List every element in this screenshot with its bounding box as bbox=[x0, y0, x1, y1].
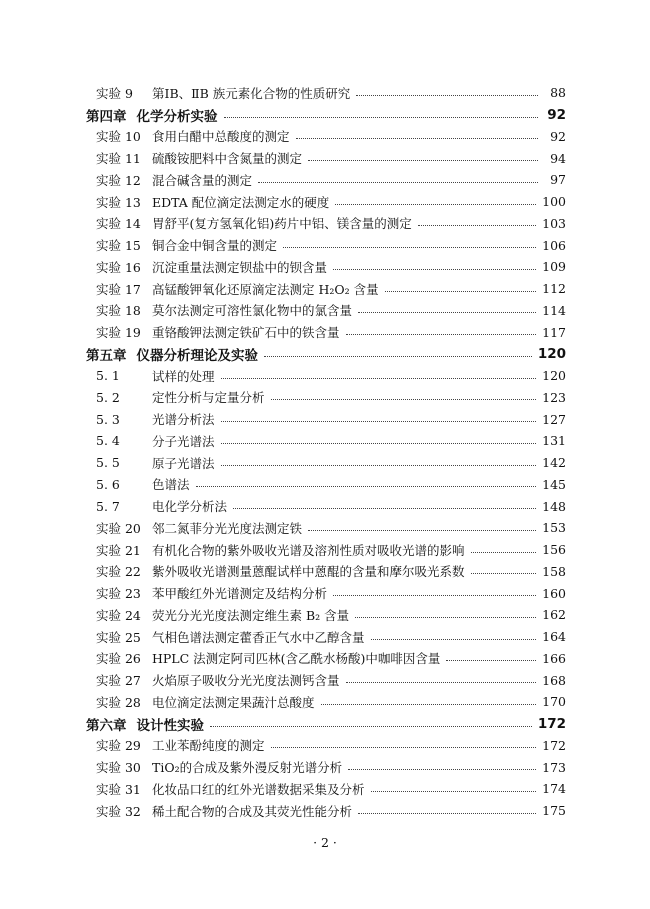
toc-entry-page: 153 bbox=[542, 520, 566, 536]
toc-entry-row[interactable] bbox=[86, 604, 566, 626]
dot-leader bbox=[335, 203, 536, 205]
toc-entry-page: 92 bbox=[547, 106, 566, 123]
toc-entry-label: 实验 19 bbox=[96, 325, 141, 341]
toc-entry-row[interactable] bbox=[86, 735, 566, 757]
toc-entry-page: 127 bbox=[542, 411, 566, 427]
toc-entry-page: 97 bbox=[550, 172, 566, 188]
toc-entry-row[interactable] bbox=[86, 147, 566, 169]
toc-entry-title: 电化学分析法 bbox=[152, 499, 228, 515]
dot-leader bbox=[358, 812, 536, 814]
toc-entry-label: 5. 4 bbox=[96, 433, 120, 449]
toc-entry-label: 5. 5 bbox=[96, 455, 120, 471]
toc-entry-row[interactable] bbox=[86, 778, 566, 800]
toc-entry-row[interactable] bbox=[86, 408, 566, 430]
toc-entry-row[interactable] bbox=[86, 800, 566, 822]
dot-leader bbox=[308, 159, 538, 161]
dot-leader bbox=[296, 137, 538, 139]
dot-leader bbox=[271, 398, 537, 400]
toc-entry-row[interactable] bbox=[86, 691, 566, 713]
dot-leader bbox=[471, 551, 537, 553]
toc-entry-page: 172 bbox=[542, 737, 566, 753]
toc-entry-title: 色谱法 bbox=[152, 477, 190, 493]
dot-leader bbox=[333, 268, 536, 270]
toc-entry-row[interactable] bbox=[86, 365, 566, 387]
dot-leader bbox=[221, 420, 537, 422]
toc-entry-title: 高锰酸钾氧化还原滴定法测定 H₂O₂ 含量 bbox=[152, 281, 379, 297]
toc-entry-row[interactable] bbox=[86, 300, 566, 322]
toc-entry-page: 94 bbox=[550, 150, 566, 166]
toc-entry-title: 气相色谱法测定藿香正气水中乙醇含量 bbox=[152, 629, 365, 645]
toc-entry-title: 铜合金中铜含量的测定 bbox=[152, 238, 278, 254]
toc-entry-title: 邻二氮菲分光光度法测定铁 bbox=[152, 520, 303, 536]
toc-entry-page: 162 bbox=[542, 607, 566, 623]
table-of-contents bbox=[86, 82, 566, 822]
toc-entry-label: 实验 16 bbox=[96, 259, 141, 275]
dot-leader bbox=[356, 94, 538, 96]
dot-leader bbox=[371, 638, 537, 640]
toc-entry-title: 食用白醋中总酸度的测定 bbox=[152, 129, 290, 145]
toc-entry-title: 重铬酸钾法测定铁矿石中的铁含量 bbox=[152, 325, 340, 341]
toc-entry-label: 实验 30 bbox=[96, 760, 141, 776]
toc-entry-label: 实验 13 bbox=[96, 194, 141, 210]
toc-entry-page: 120 bbox=[542, 368, 566, 384]
toc-entry-title: 设计性实验 bbox=[136, 717, 204, 734]
toc-entry-label: 实验 22 bbox=[96, 564, 141, 580]
toc-entry-page: 156 bbox=[542, 542, 566, 558]
page-number: · 2 · bbox=[313, 835, 337, 850]
toc-entry-title: 仪器分析理论及实验 bbox=[136, 347, 258, 364]
toc-entry-label: 实验 26 bbox=[96, 651, 141, 667]
toc-entry-title: 硫酸铵肥料中含氮量的测定 bbox=[152, 151, 303, 167]
toc-entry-title: 有机化合物的紫外吸收光谱及溶剂性质对吸收光谱的影响 bbox=[152, 542, 465, 558]
toc-entry-row[interactable] bbox=[86, 191, 566, 213]
dot-leader bbox=[233, 507, 536, 509]
toc-entry-row[interactable] bbox=[86, 256, 566, 278]
toc-entry-title: 试样的处理 bbox=[152, 368, 215, 384]
toc-entry-title: 苯甲酸红外光谱测定及结构分析 bbox=[152, 586, 328, 602]
toc-entry-row[interactable] bbox=[86, 126, 566, 148]
dot-leader bbox=[348, 768, 536, 770]
toc-entry-row[interactable] bbox=[86, 474, 566, 496]
toc-chapter-row[interactable] bbox=[86, 104, 566, 126]
toc-entry-row[interactable] bbox=[86, 430, 566, 452]
toc-entry-title: 胃舒平(复方氢氧化铝)药片中铝、镁含量的测定 bbox=[152, 216, 412, 232]
toc-entry-label: 实验 18 bbox=[96, 303, 141, 319]
toc-entry-label: 实验 32 bbox=[96, 803, 141, 819]
toc-entry-title: 化妆品口红的红外光谱数据采集及分析 bbox=[152, 781, 365, 797]
toc-entry-page: 160 bbox=[542, 585, 566, 601]
toc-entry-label: 5. 7 bbox=[96, 498, 120, 514]
toc-entry-row[interactable] bbox=[86, 278, 566, 300]
dot-leader bbox=[333, 594, 536, 596]
toc-entry-page: 112 bbox=[542, 281, 566, 297]
toc-entry-page: 175 bbox=[542, 803, 566, 819]
dot-leader bbox=[385, 290, 537, 292]
dot-leader bbox=[221, 377, 537, 379]
toc-entry-label: 第六章 bbox=[86, 717, 127, 734]
toc-entry-title: 紫外吸收光谱测量蒽醌试样中蒽醌的含量和摩尔吸光系数 bbox=[152, 564, 465, 580]
dot-leader bbox=[264, 355, 532, 357]
toc-entry-label: 实验 14 bbox=[96, 216, 141, 232]
toc-entry-title: EDTA 配位滴定法测定水的硬度 bbox=[152, 194, 330, 210]
toc-entry-row[interactable] bbox=[86, 452, 566, 474]
dot-leader bbox=[446, 659, 536, 661]
dot-leader bbox=[471, 572, 537, 574]
toc-entry-row[interactable] bbox=[86, 756, 566, 778]
toc-entry-title: 莫尔法测定可溶性氯化物中的氯含量 bbox=[152, 303, 353, 319]
toc-entry-page: 158 bbox=[542, 563, 566, 579]
toc-entry-label: 实验 17 bbox=[96, 281, 141, 297]
toc-entry-row[interactable] bbox=[86, 82, 566, 104]
toc-entry-row[interactable] bbox=[86, 582, 566, 604]
toc-entry-row[interactable] bbox=[86, 234, 566, 256]
dot-leader bbox=[418, 224, 536, 226]
dot-leader bbox=[283, 246, 536, 248]
toc-entry-title: 沉淀重量法测定钡盐中的钡含量 bbox=[152, 259, 328, 275]
toc-entry-page: 170 bbox=[542, 694, 566, 710]
toc-entry-page: 100 bbox=[542, 194, 566, 210]
toc-entry-row[interactable] bbox=[86, 387, 566, 409]
toc-entry-row[interactable] bbox=[86, 517, 566, 539]
toc-entry-label: 第四章 bbox=[86, 108, 127, 125]
toc-entry-row[interactable] bbox=[86, 669, 566, 691]
dot-leader bbox=[321, 703, 537, 705]
toc-entry-title: 火焰原子吸收分光光度法测钙含量 bbox=[152, 673, 340, 689]
toc-entry-label: 实验 21 bbox=[96, 542, 141, 558]
toc-entry-title: 分子光谱法 bbox=[152, 433, 215, 449]
toc-entry-title: 光谱分析法 bbox=[152, 412, 215, 428]
dot-leader bbox=[224, 116, 539, 118]
toc-entry-label: 实验 31 bbox=[96, 781, 141, 797]
toc-entry-label: 5. 6 bbox=[96, 476, 120, 492]
toc-entry-page: 117 bbox=[542, 324, 566, 340]
toc-entry-label: 5. 2 bbox=[96, 389, 120, 405]
toc-entry-title: 第ⅠB、ⅡB 族元素化合物的性质研究 bbox=[152, 85, 351, 101]
toc-entry-label: 第五章 bbox=[86, 347, 127, 364]
dot-leader bbox=[358, 311, 536, 313]
toc-entry-page: 131 bbox=[542, 433, 566, 449]
toc-entry-label: 实验 25 bbox=[96, 629, 141, 645]
toc-entry-title: 原子光谱法 bbox=[152, 455, 215, 471]
toc-entry-label: 实验 27 bbox=[96, 673, 141, 689]
dot-leader bbox=[371, 790, 537, 792]
toc-entry-label: 实验 15 bbox=[96, 238, 141, 254]
toc-entry-page: 174 bbox=[542, 781, 566, 797]
toc-chapter-row[interactable] bbox=[86, 713, 566, 735]
toc-entry-label: 实验 11 bbox=[96, 151, 141, 167]
toc-entry-title: 电位滴定法测定果蔬汁总酸度 bbox=[152, 694, 315, 710]
toc-entry-page: 123 bbox=[542, 389, 566, 405]
toc-entry-page: 148 bbox=[542, 498, 566, 514]
toc-entry-page: 168 bbox=[542, 672, 566, 688]
toc-entry-page: 120 bbox=[537, 345, 566, 362]
toc-entry-page: 106 bbox=[542, 237, 566, 253]
dot-leader bbox=[346, 333, 537, 335]
toc-entry-title: TiO₂的合成及紫外漫反射光谱分析 bbox=[152, 760, 343, 776]
toc-entry-row[interactable] bbox=[86, 626, 566, 648]
toc-entry-row[interactable] bbox=[86, 648, 566, 670]
toc-entry-label: 5. 3 bbox=[96, 411, 120, 427]
toc-entry-label: 实验 23 bbox=[96, 586, 141, 602]
toc-entry-title: 稀土配合物的合成及其荧光性能分析 bbox=[152, 803, 353, 819]
toc-entry-page: 103 bbox=[542, 215, 566, 231]
toc-entry-page: 166 bbox=[542, 650, 566, 666]
dot-leader bbox=[355, 616, 536, 618]
toc-entry-row[interactable] bbox=[86, 169, 566, 191]
toc-entry-label: 实验 24 bbox=[96, 607, 141, 623]
dot-leader bbox=[258, 181, 538, 183]
toc-entry-page: 142 bbox=[542, 455, 566, 471]
toc-entry-label: 实验 28 bbox=[96, 694, 141, 710]
toc-entry-page: 164 bbox=[542, 629, 566, 645]
toc-entry-label: 实验 9 bbox=[96, 85, 133, 101]
toc-entry-label: 实验 10 bbox=[96, 129, 141, 145]
dot-leader bbox=[196, 485, 537, 487]
toc-entry-title: 混合碱含量的测定 bbox=[152, 172, 253, 188]
dot-leader bbox=[221, 442, 537, 444]
toc-entry-page: 109 bbox=[542, 259, 566, 275]
toc-entry-label: 实验 29 bbox=[96, 738, 141, 754]
toc-entry-row[interactable] bbox=[86, 495, 566, 517]
toc-entry-row[interactable] bbox=[86, 561, 566, 583]
dot-leader bbox=[210, 725, 532, 727]
toc-entry-page: 172 bbox=[537, 715, 566, 732]
toc-entry-page: 145 bbox=[542, 476, 566, 492]
toc-entry-row[interactable] bbox=[86, 213, 566, 235]
toc-entry-title: HPLC 法测定阿司匹林(含乙酰水杨酸)中咖啡因含量 bbox=[152, 651, 441, 667]
dot-leader bbox=[346, 681, 537, 683]
toc-entry-title: 荧光分光光度法测定维生素 B₂ 含量 bbox=[152, 607, 350, 623]
toc-entry-page: 92 bbox=[550, 128, 566, 144]
dot-leader bbox=[308, 529, 536, 531]
toc-entry-label: 5. 1 bbox=[96, 368, 120, 384]
toc-entry-label: 实验 20 bbox=[96, 520, 141, 536]
toc-entry-page: 114 bbox=[542, 302, 566, 318]
toc-entry-label: 实验 12 bbox=[96, 172, 141, 188]
toc-chapter-row[interactable] bbox=[86, 343, 566, 365]
toc-entry-title: 化学分析实验 bbox=[136, 108, 218, 125]
dot-leader bbox=[271, 746, 537, 748]
toc-entry-row[interactable] bbox=[86, 321, 566, 343]
toc-entry-page: 88 bbox=[550, 85, 566, 101]
toc-entry-page: 173 bbox=[542, 759, 566, 775]
toc-entry-row[interactable] bbox=[86, 539, 566, 561]
dot-leader bbox=[221, 464, 537, 466]
toc-entry-title: 定性分析与定量分析 bbox=[152, 390, 265, 406]
toc-entry-title: 工业苯酚纯度的测定 bbox=[152, 738, 265, 754]
